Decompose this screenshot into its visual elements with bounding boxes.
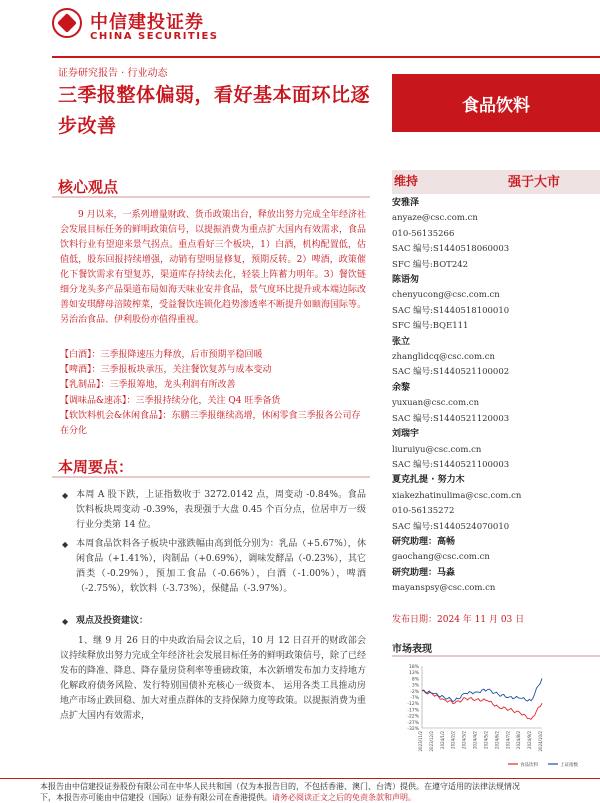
market-chart [392, 660, 600, 770]
week-point-1: ◆ 本周 A 股下跌，上证指数收于 3272.0142 点，周变动 -0.84%。食品饮料板块周变动 -0.39%，表现强于大盘 0.45 个百分点，位居申万一级行业分类第 14 位。 [62, 490, 366, 530]
market-title: 市场表现 [392, 644, 432, 655]
brand-name-en: CHINA SECURITIES [90, 31, 219, 42]
x-tick-label: 2024/2/2 [450, 731, 456, 749]
x-tick-label: 2024/3/2 [461, 731, 467, 749]
sector-label: 食品饮料 [392, 74, 600, 132]
analyst-sfc: SFC 编号:BOT242 [392, 259, 469, 270]
x-tick-label: 2024/9/2 [527, 731, 533, 749]
brand-name-cn: 中信建投证券 [90, 12, 204, 33]
analyst-name: 刘瑞宇 [392, 429, 420, 440]
week-heading: 本周要点： [58, 458, 134, 476]
analyst-sac: SAC 编号:S1440521100003 [392, 459, 510, 470]
analyst-sfc: SFC 编号:BQE111 [392, 321, 469, 332]
analyst-list [392, 196, 600, 597]
x-tick-label: 2024/6/2 [494, 731, 500, 749]
tag-dairy: 【乳制品】：三季报筹地，龙头利润有所改善 [60, 380, 236, 391]
analyst-name: 研究助理：马淼 [392, 567, 456, 578]
week-point-3: ◆ 观点及投资建议： [76, 614, 366, 629]
tag-baijiu: 【白酒】：三季报降速压力释放，后市预期平稳回暖 [60, 350, 263, 360]
report-category: 证券研究报告 · 行业动态 [58, 68, 168, 79]
y-tick-label: -12% [407, 702, 419, 708]
rating-value: 强于大市 [508, 175, 561, 190]
x-tick-label: 2024/1/2 [439, 731, 445, 749]
y-tick-label: 13% [408, 671, 419, 677]
y-tick-label: -32% [407, 727, 419, 732]
analyst-sac: SAC 编号:S1440521120003 [392, 413, 510, 424]
rating-bar [392, 170, 600, 194]
footer-disclaimer: 本报告由中信建投证券股份有限公司在中华人民共和国（仅为本报告目的，不包括香港、澳门、台湾）提供。在遵守适用的法律法规情况 下，本报告亦可能由中信建投（国际）证券有限公司在香港提供。请务必阅读正文之后的免责条款和声明。 [40, 782, 520, 802]
market-title-rule [392, 655, 600, 657]
week-paragraph-4: 1、继 9 月 26 日的中央政治局会议之后，10 月 12 日召开的财政部会议持续释放出努力完成全年经济社会发展目标任务的鲜明政策信号，除了已经发布的降准、降息、降存量房贷利率等重磅政策，本次新增发布加力支持地方化解政府债务风险、发行特别国债补充核心一级资本、 运用各类工具推动房地产市场止跌回稳、加大对重点群体的支持保障力度等政策。以提振消费为重点扩大国内有效需求， [60, 636, 367, 721]
analyst-email: chenyucong@csc.com.cn [392, 290, 500, 301]
analyst-name: 陈语匆 [392, 275, 420, 286]
series-line [422, 690, 542, 719]
legend-label: 食品饮料 [520, 763, 538, 768]
core-heading: 核心观点 [58, 178, 119, 196]
y-tick-label: -27% [407, 720, 419, 726]
report-title: 三季报整体偏弱，看好基本面环比逐步改善 [58, 84, 371, 137]
x-tick-label: 2024/8/2 [516, 731, 522, 749]
analyst-email: zhanglidcq@csc.com.cn [392, 352, 495, 363]
analyst-sac: SAC 编号:S1440518060003 [392, 244, 510, 255]
x-tick-label: 2024/7/2 [505, 731, 511, 749]
analyst-email: mayanspsy@csc.com.cn [392, 583, 496, 594]
analyst-email: yuxuan@csc.com.cn [392, 398, 480, 409]
x-tick-label: 2024/10/2 [538, 731, 543, 752]
analyst-phone: 010-56135272 [392, 506, 455, 517]
x-tick-label: 2023/11/2 [418, 731, 423, 752]
week-heading-rule [52, 476, 370, 478]
y-tick-label: 8% [411, 677, 419, 683]
x-tick-label: 2023/12/2 [428, 731, 434, 752]
tag-beer: 【啤酒】：三季报板块承压，关注餐饮复苏与成本变动 [60, 365, 272, 376]
legend-label: 上证指数 [560, 763, 578, 768]
header-divider [52, 56, 600, 58]
analyst-name: 安雅泽 [392, 198, 420, 208]
rating-action: 维持 [394, 174, 419, 188]
y-tick-label: -22% [407, 714, 419, 720]
publish-date: 发布日期：2024 年 11 月 03 日 [392, 615, 525, 625]
analyst-name: 夏克扎提 · 努力木 [392, 475, 465, 486]
core-heading-rule [52, 196, 370, 198]
footer-divider [0, 778, 600, 779]
sector-tags [60, 348, 366, 439]
analyst-name: 张立 [392, 336, 411, 347]
x-tick-label: 2024/5/2 [483, 731, 489, 749]
analyst-sac: SAC 编号:S1440524070010 [392, 521, 510, 532]
y-tick-label: -17% [407, 708, 419, 714]
tag-softdrink: 【软饮料机会&休闲食品】：东鹏三季报继续高增，休闲零食三季报各公司存在分化 [60, 410, 361, 437]
tag-seasoning: 【调味品&速冻】：三季报持续分化，关注 Q4 旺季备货 [60, 395, 281, 406]
y-tick-label: -2% [410, 689, 419, 695]
analyst-email: anyaze@csc.com.cn [392, 213, 478, 224]
series-line [422, 678, 542, 701]
analyst-name: 余黎 [392, 382, 411, 393]
y-tick-label: 18% [408, 665, 419, 670]
bullet-diamond-icon: ◆ [62, 616, 69, 626]
analyst-email: gaochang@csc.com.cn [392, 552, 490, 563]
y-tick-label: -7% [410, 696, 419, 701]
analyst-phone: 010-56135266 [392, 228, 455, 239]
week-point-2: ◆ 本周食品饮料各子板块中涨跌幅由高到低分别为：乳品（+5.67%），休闲食品（+1.41%），肉制品（+0.69%），调味发酵品（-0.23%），其它酒类（-0.29%），预加工食品（-0.66%），白酒（-1.00%），啤酒（-2.75%），软饮料（-3.73%），保健品（-3.97%）。 [62, 539, 366, 594]
bullet-diamond-icon: ◆ [62, 540, 69, 549]
analyst-sac: SAC 编号:S1440518100010 [392, 305, 510, 316]
brand-logo-icon [52, 8, 82, 38]
analyst-name: 研究助理：高畅 [392, 536, 456, 547]
bullet-diamond-icon: ◆ [62, 491, 69, 500]
analyst-sac: SAC 编号:S1440521100002 [392, 367, 510, 378]
analyst-email: xiakezhatinulima@csc.com.cn [392, 490, 522, 501]
core-paragraph: 9 月以来，一系列增量财政、货币政策出台，释放出努力完成全年经济社会发展目标任务的鲜明政策信号，以提振消费为重点扩大国内有效需求，食品饮料行业有望迎来景气拐点。重点看好三个板块，1）白酒，机构配置低，估值低，股东回报持续增强，动销有望明显修复，预期反转。2）啤酒，政策催化下餐饮需求有望复苏，渠道库存持续去化，轻装上阵蓄力明年。3）餐饮链细分龙头多产品渠道布局如海天味业安井食品，景气度环比提升或本端边际改善如安琪酵母涪陵榨菜，受益餐饮连锁化趋势渗透率不断提升如颐海国际等。另治治食品、伊利股份亦值得重视。 [60, 210, 367, 325]
y-tick-label: 3% [411, 683, 419, 689]
analyst-email: liuruiyu@csc.com.cn [392, 444, 482, 455]
x-tick-label: 2024/4/2 [472, 731, 478, 749]
